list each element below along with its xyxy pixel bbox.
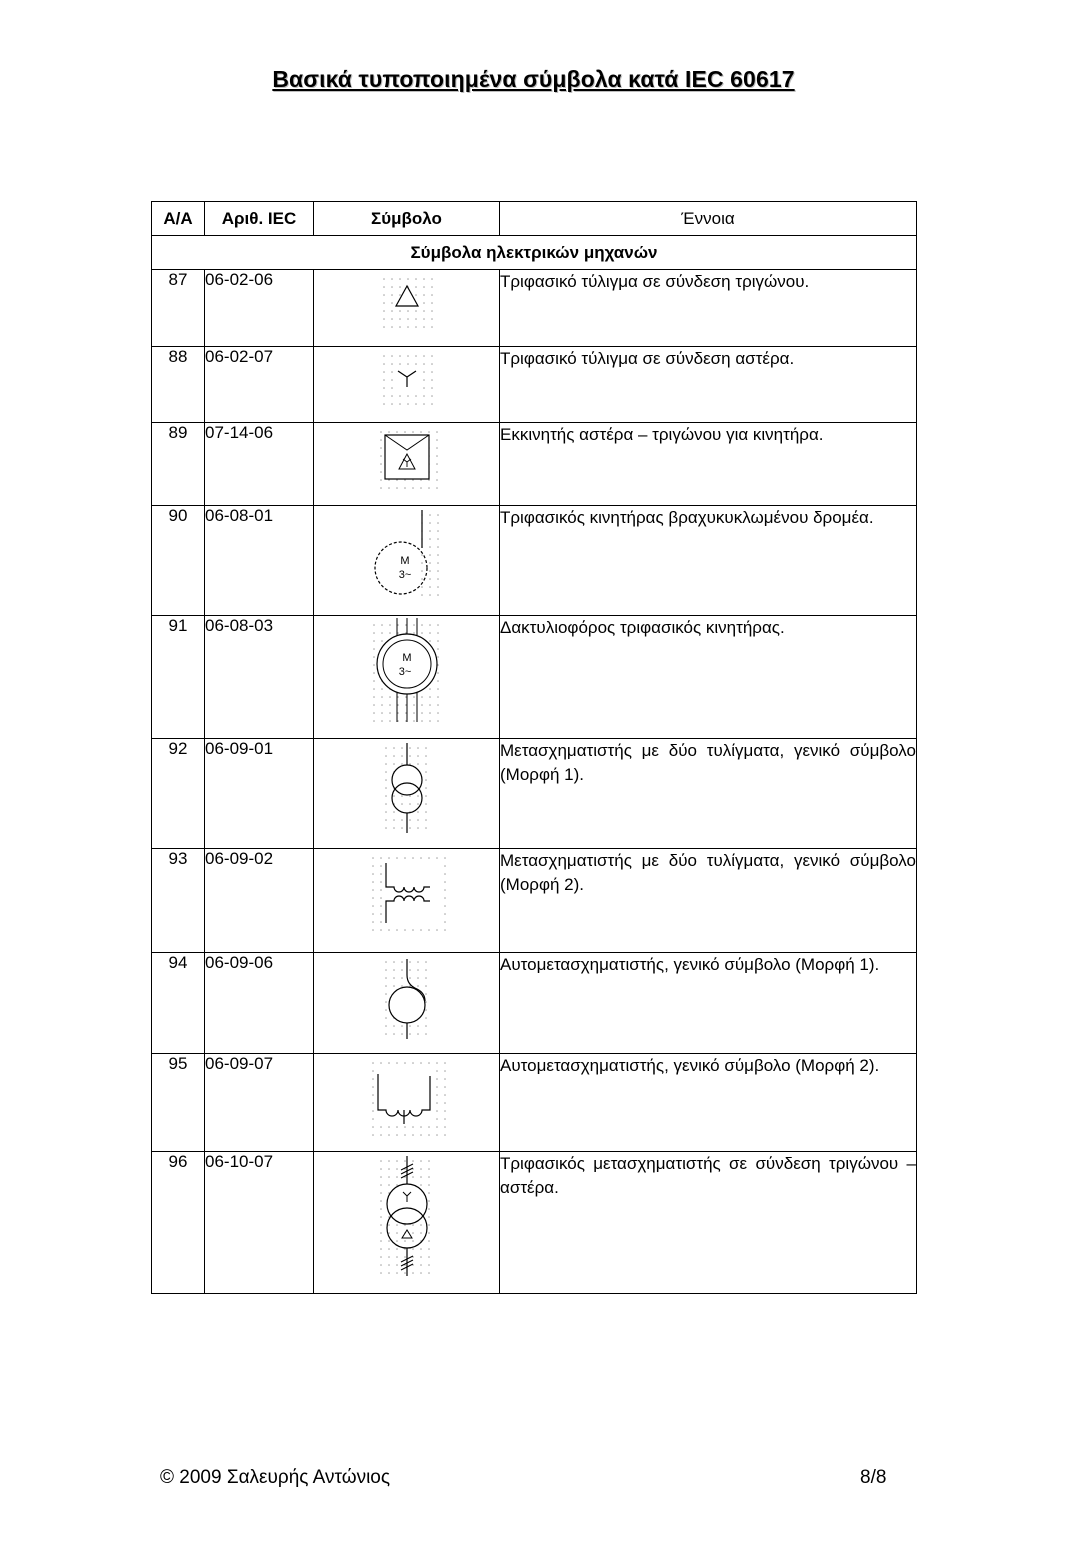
row-meaning: Μετασχηματιστής με δύο τυλίγματα, γενικό σύμβολο (Μορφή 2).	[500, 849, 917, 953]
row-aa: 91	[152, 616, 205, 739]
iec-symbols-table	[151, 201, 917, 1294]
page-number: 8/8	[860, 1467, 887, 1488]
row-aa: 89	[152, 423, 205, 506]
table-row	[152, 1152, 917, 1294]
row-meaning: Τριφασικός κινητήρας βραχυκυκλωμένου δρομέα.	[500, 506, 917, 616]
row-meaning: Τριφασικό τύλιγμα σε σύνδεση τριγώνου.	[500, 270, 917, 347]
row-aa: 94	[152, 953, 205, 1054]
row-iec-number: 06-09-06	[205, 953, 314, 1054]
table-row	[152, 1054, 917, 1152]
row-symbol	[314, 270, 500, 347]
row-meaning: Αυτομετασχηματιστής, γενικό σύμβολο (Μορφή 1).	[500, 953, 917, 1054]
row-iec-number: 06-08-01	[205, 506, 314, 616]
row-meaning: Εκκινητής αστέρα – τριγώνου για κινητήρα.	[500, 423, 917, 506]
row-symbol	[314, 739, 500, 849]
row-iec-number: 06-02-07	[205, 347, 314, 423]
row-symbol	[314, 347, 500, 423]
table-row	[152, 849, 917, 953]
table-header-row	[152, 202, 917, 236]
table-row	[152, 616, 917, 739]
table-row	[152, 347, 917, 423]
row-symbol	[314, 1054, 500, 1152]
header-iec-number: Αριθ. IEC	[205, 202, 314, 236]
motor-phase: 3~	[398, 666, 411, 678]
header-aa: Α/Α	[152, 202, 205, 236]
table-row	[152, 739, 917, 849]
row-iec-number: 06-08-03	[205, 616, 314, 739]
row-aa: 88	[152, 347, 205, 423]
section-title: Σύμβολα ηλεκτρικών μηχανών	[152, 236, 917, 270]
three-phase-transformer-delta-star-icon	[372, 1152, 442, 1280]
transformer-form1-icon	[377, 739, 437, 837]
row-meaning: Τριφασικό τύλιγμα σε σύνδεση αστέρα.	[500, 347, 917, 423]
row-meaning: Τριφασικός μετασχηματιστής σε σύνδεση τριγώνου – αστέρα.	[500, 1152, 917, 1294]
row-aa: 95	[152, 1054, 205, 1152]
motor-phase: 3~	[398, 569, 411, 581]
delta-winding-icon	[375, 270, 439, 332]
row-symbol	[314, 506, 500, 616]
table-row	[152, 953, 917, 1054]
row-aa: 93	[152, 849, 205, 953]
autotransformer-form1-icon	[377, 953, 437, 1043]
row-symbol	[314, 423, 500, 506]
document-title: Βασικά τυποποιημένα σύμβολα κατά IEC 60617	[272, 66, 795, 92]
motor-label: M	[401, 652, 412, 664]
row-symbol	[314, 953, 500, 1054]
squirrel-cage-motor-icon	[365, 506, 449, 604]
row-meaning: Μετασχηματιστής με δύο τυλίγματα, γενικό σύμβολο (Μορφή 1).	[500, 739, 917, 849]
autotransformer-form2-icon	[364, 1054, 450, 1140]
row-symbol	[314, 1152, 500, 1294]
header-symbol: Σύμβολο	[314, 202, 500, 236]
row-iec-number: 07-14-06	[205, 423, 314, 506]
row-aa: 92	[152, 739, 205, 849]
star-winding-icon	[375, 347, 439, 409]
row-aa: 96	[152, 1152, 205, 1294]
header-meaning: Έννοια	[500, 202, 917, 236]
row-iec-number: 06-02-06	[205, 270, 314, 347]
row-iec-number: 06-09-07	[205, 1054, 314, 1152]
motor-label: M	[399, 555, 410, 567]
section-row	[152, 236, 917, 270]
footer-copyright: © 2009 Σαλευρής Αντώνιος	[160, 1467, 391, 1488]
star-delta-starter-icon	[372, 423, 442, 491]
row-iec-number: 06-09-02	[205, 849, 314, 953]
table-row	[152, 506, 917, 616]
row-symbol	[314, 616, 500, 739]
table-row	[152, 423, 917, 506]
slip-ring-motor-icon	[365, 616, 449, 724]
row-symbol	[314, 849, 500, 953]
table-row	[152, 270, 917, 347]
row-aa: 87	[152, 270, 205, 347]
transformer-form2-icon	[364, 849, 450, 939]
row-iec-number: 06-10-07	[205, 1152, 314, 1294]
row-meaning: Δακτυλιοφόρος τριφασικός κινητήρας.	[500, 616, 917, 739]
row-iec-number: 06-09-01	[205, 739, 314, 849]
row-aa: 90	[152, 506, 205, 616]
row-meaning: Αυτομετασχηματιστής, γενικό σύμβολο (Μορφή 2).	[500, 1054, 917, 1152]
